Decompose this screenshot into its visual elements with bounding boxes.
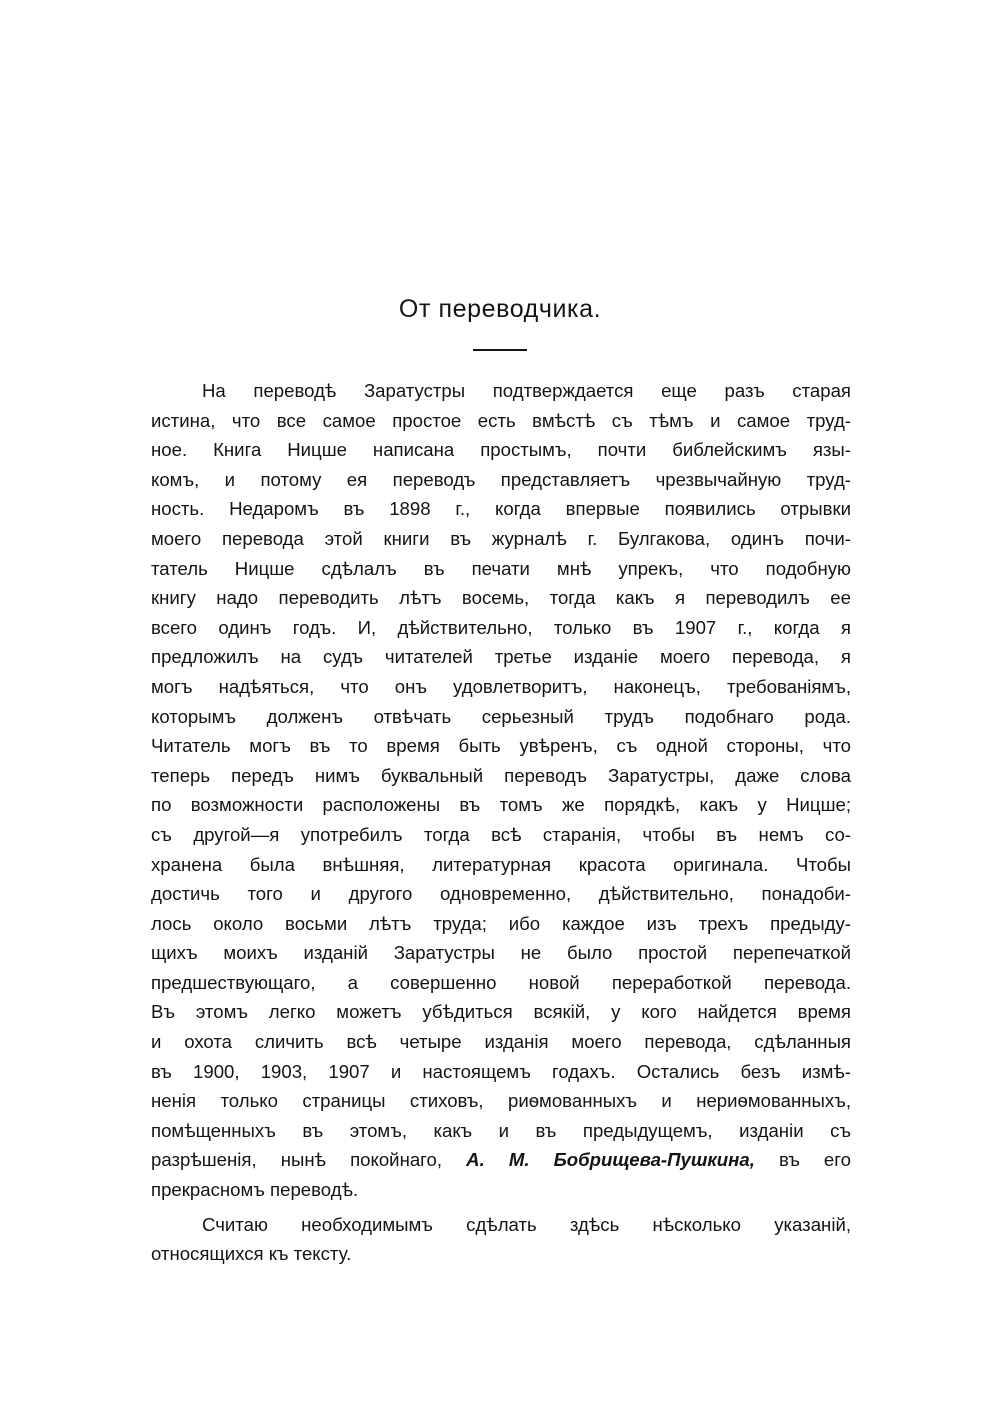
text-line: моего перевода этой книги въ журналѣ г. Булгакова, одинъ почи- bbox=[151, 527, 851, 549]
text-line: Считаю необходимымъ сдѣлать здѣсь нѣсколько указаній, bbox=[202, 1213, 851, 1235]
text-line: ное. Книга Ницше написана простымъ, почти библейскимъ язы- bbox=[151, 439, 851, 461]
text-line: достичь того и другого одновременно, дѣйствительно, понадоби- bbox=[151, 883, 851, 905]
text-fragment: разрѣшенія, нынѣ покойнаго, bbox=[151, 1149, 467, 1171]
translator-name: А. М. Бобрищева-Пушкина, bbox=[466, 1149, 755, 1171]
text-line: комъ, и потому ея переводъ представляетъ чрезвычайную труд- bbox=[151, 468, 851, 490]
text-line: щихъ моихъ изданій Заратустры не было простой перепечаткой bbox=[151, 942, 851, 964]
text-line: татель Ницше сдѣлалъ въ печати мнѣ упрекъ, что подобную bbox=[151, 557, 851, 579]
text-line: На переводѣ Заратустры подтверждается еще разъ старая bbox=[202, 380, 851, 401]
text-line: книгу надо переводить лѣтъ восемь, тогда какъ я переводилъ ее bbox=[151, 587, 851, 609]
text-line: могъ надѣяться, что онъ удовлетворитъ, наконецъ, требованіямъ, bbox=[151, 675, 851, 697]
text-line: ненія только страницы стиховъ, риѳмованныхъ и нериѳмованныхъ, bbox=[151, 1090, 851, 1112]
text-line: лось около восьми лѣтъ труда; ибо каждое изъ трехъ предыду- bbox=[151, 912, 851, 934]
text-line: ность. Недаромъ въ 1898 г., когда впервые появились отрывки bbox=[151, 498, 851, 520]
text-line: предложилъ на судъ читателей третье изданіе моего перевода, я bbox=[151, 646, 851, 668]
text-line: которымъ долженъ отвѣчать серьезный трудъ подобнаго рода. bbox=[151, 705, 851, 727]
text-line: истина, что все самое простое есть вмѣстѣ съ тѣмъ и самое труд- bbox=[151, 409, 851, 431]
title-divider bbox=[473, 349, 527, 351]
text-line: помѣщенныхъ въ этомъ, какъ и въ предыдущемъ, изданіи съ bbox=[151, 1119, 851, 1141]
text-line: съ другой—я употребилъ тогда всѣ старанія, чтобы въ немъ со- bbox=[151, 823, 851, 845]
text-line: прекрасномъ переводѣ. bbox=[151, 1179, 359, 1201]
text-line: по возможности расположены въ томъ же порядкѣ, какъ у Ницше; bbox=[151, 794, 851, 816]
text-line: Въ этомъ легко можетъ убѣдиться всякій, у кого найдется время bbox=[151, 1001, 851, 1023]
text-line: хранена была внѣшняя, литературная красота оригинала. Чтобы bbox=[151, 853, 851, 875]
text-line: относящихся къ тексту. bbox=[151, 1243, 352, 1265]
page-title: От переводчика. bbox=[398, 295, 602, 323]
text-fragment: въ его bbox=[754, 1149, 851, 1171]
body-text bbox=[151, 376, 851, 1269]
text-line: и охота сличить всѣ четыре изданія моего перевода, сдѣланныя bbox=[151, 1031, 851, 1053]
text-line: теперь передъ нимъ буквальный переводъ Заратустры, даже слова bbox=[151, 764, 851, 786]
text-line: Читатель могъ въ то время быть увѣренъ, съ одной стороны, что bbox=[151, 735, 851, 757]
text-line: предшествующаго, а совершенно новой переработкой перевода. bbox=[151, 971, 851, 993]
text-line: всего одинъ годъ. И, дѣйствительно, только въ 1907 г., когда я bbox=[151, 616, 851, 638]
text-line-with-name bbox=[151, 1145, 851, 1175]
text-line: въ 1900, 1903, 1907 и настоящемъ годахъ. Остались безъ измѣ- bbox=[151, 1060, 851, 1082]
